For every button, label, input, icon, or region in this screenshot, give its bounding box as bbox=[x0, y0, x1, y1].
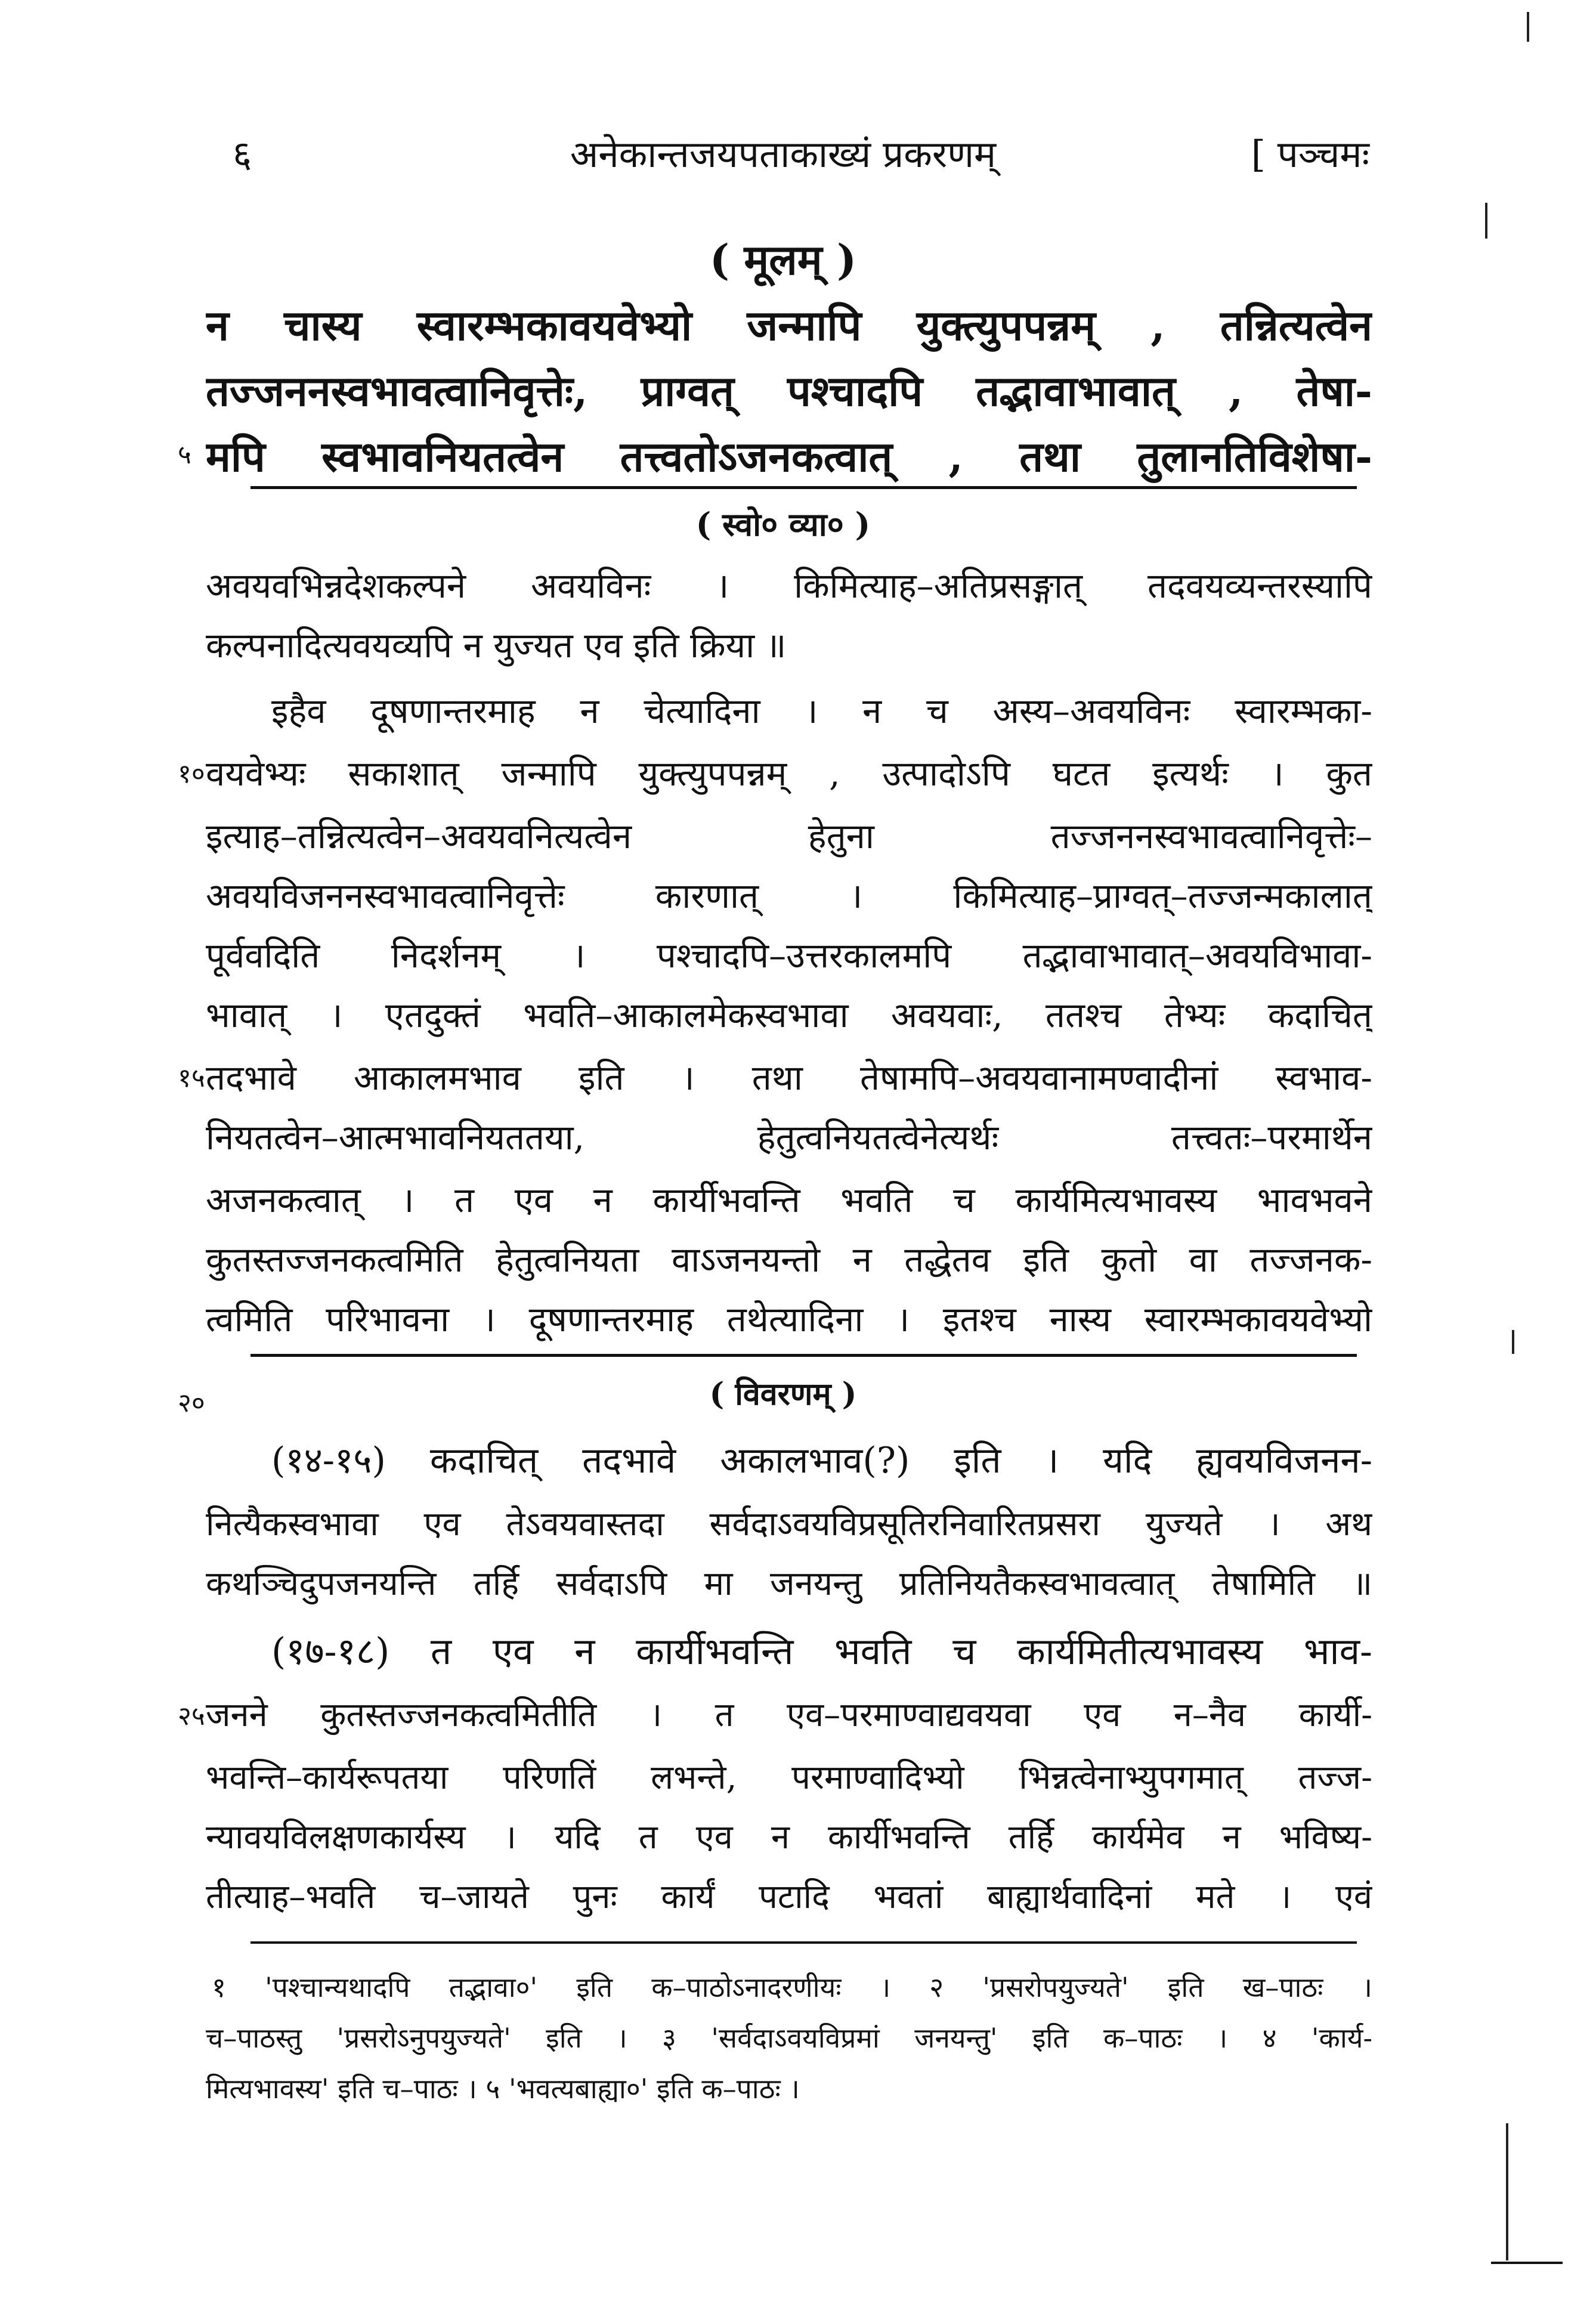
vivarana-line-4: (१७-१८) त एव न कार्यीभवन्ति भवति च कार्यमितीत्यभावस्य भाव- bbox=[271, 1629, 1372, 1673]
vivarana-line-3: कथञ्चिदुपजनयन्ति तर्हि सर्वदाऽपि मा जनयन्तु प्रतिनियतैकस्वभावत्वात् तेषामिति ॥ bbox=[206, 1564, 1372, 1603]
line-number-10: १० bbox=[178, 759, 205, 789]
vyakhya-line-8: भावात् । एतदुक्तं भवति–आकालमेकस्वभावा अवयवाः, ततश्च तेभ्यः कदाचित् bbox=[206, 995, 1372, 1035]
mula-line-1: न चास्य स्वारम्भकावयवेभ्यो जन्मापि युक्त्युपपन्नम् , तन्नित्यत्वेन bbox=[206, 301, 1372, 350]
mula-heading: ( मूलम् ) bbox=[709, 235, 857, 284]
running-title: अनेकान्तजयपताकाख्यं प्रकरणम् bbox=[570, 132, 997, 176]
scan-mark bbox=[1506, 2123, 1508, 2260]
vyakhya-line-3: इहैव दूषणान्तरमाह न चेत्यादिना । न च अस्य–अवयविनः स्वारम्भका- bbox=[271, 691, 1372, 731]
running-header bbox=[197, 122, 1369, 188]
vyakhya-rule bbox=[250, 1354, 1357, 1357]
vyakhya-line-1: अवयवभिन्नदेशकल्पने अवयविनः । किमित्याह–अतिप्रसङ्गात् तदवयव्यन्तरस्यापि bbox=[206, 565, 1372, 606]
footnote-line-2: च–पाठस्तु 'प्रसरोऽनुपयुज्यते' इति । ३ 'सर्वदाऽवयविप्रमां जनयन्तु' इति क–पाठः । ४ 'कार्य- bbox=[206, 2022, 1372, 2054]
vivarana-line-7: न्यावयविलक्षणकार्यस्य । यदि त एव न कार्यीभवन्ति तर्हि कार्यमेव न भविष्य- bbox=[206, 1818, 1372, 1857]
chapter-label: [ पञ्चमः bbox=[1251, 132, 1369, 176]
vyakhya-line-12: कुतस्तज्जनकत्वमिति हेतुत्वनियता वाऽजनयन्तो न तद्धेतव इति कुतो वा तज्जनक- bbox=[206, 1239, 1372, 1280]
mula-line-3: मपि स्वभावनियतत्वेन तत्त्वतोऽजनकत्वात् , तथा तुलानतिविशेषा- bbox=[206, 432, 1372, 481]
footnote-rule bbox=[250, 1941, 1357, 1944]
vivarana-line-6: भवन्ति–कार्यरूपतया परिणतिं लभन्ते, परमाण्वादिभ्यो भिन्नत्वेनाभ्युपगमात् तज्ज- bbox=[206, 1758, 1372, 1797]
vivarana-line-5: जनने कुतस्तज्जनकत्वमितीति । त एव–परमाण्वाद्यवयवा एव न–नैव कार्यी- bbox=[206, 1696, 1372, 1734]
mula-rule bbox=[250, 486, 1357, 489]
mula-line-2: तज्जननस्वभावत्वानिवृत्तेः, प्राग्वत् पश्चादपि तद्भावाभावात् , तेषा- bbox=[206, 366, 1372, 416]
vyakhya-line-9: तदभावे आकालमभाव इति । तथा तेषामपि–अवयवानामण्वादीनां स्वभाव- bbox=[206, 1057, 1372, 1098]
line-number-5: ५ bbox=[178, 440, 191, 470]
vyakhya-line-10: नियतत्वेन–आत्मभावनियततया, हेतुत्वनियतत्वेनेत्यर्थः तत्त्वतः–परमार्थेन bbox=[206, 1117, 1372, 1158]
line-number-20: २० bbox=[178, 1388, 205, 1418]
vyakhya-line-7: पूर्ववदिति निदर्शनम् । पश्चादपि–उत्तरकालमपि तद्भावाभावात्–अवयविभावा- bbox=[206, 935, 1372, 976]
scan-mark bbox=[1512, 1330, 1514, 1354]
page-number: ६ bbox=[233, 132, 252, 176]
vivarana-heading: ( विवरणम् ) bbox=[709, 1376, 857, 1412]
scan-mark bbox=[1491, 2262, 1563, 2264]
vyakhya-line-6: अवयविजननस्वभावत्वानिवृत्तेः कारणात् । किमित्याह–प्राग्वत्–तज्जन्मकालात् bbox=[206, 876, 1372, 916]
line-number-25: २५ bbox=[178, 1701, 205, 1731]
vyakhya-line-11: अजनकत्वात् । त एव न कार्यीभवन्ति भवति च कार्यमित्यभावस्य भावभवने bbox=[206, 1180, 1372, 1220]
vyakhya-line-4: वयवेभ्यः सकाशात् जन्मापि युक्त्युपपन्नम् , उत्पादोऽपि घटत इत्यर्थः । कुत bbox=[206, 753, 1372, 794]
vyakhya-line-2: कल्पनादित्यवयव्यपि न युज्यत एव इति क्रिया ॥ bbox=[206, 625, 787, 666]
vivarana-line-8: तीत्याह–भवति च–जायते पुनः कार्यं पटादि भवतां बाह्यार्थवादिनां मते । एवं bbox=[206, 1878, 1372, 1916]
vyakhya-heading: ( स्वो० व्या० ) bbox=[695, 505, 871, 543]
vivarana-line-1: (१४-१५) कदाचित् तदभावे अकालभाव(?) इति । यदि ह्यवयविजनन- bbox=[271, 1440, 1372, 1482]
vyakhya-line-5: इत्याह–तन्नित्यत्वेन–अवयवनित्यत्वेन हेतुना तज्जननस्वभावत्वानिवृत्तेः– bbox=[206, 816, 1372, 856]
scan-mark bbox=[1527, 12, 1529, 42]
line-number-15: १५ bbox=[178, 1063, 205, 1093]
vivarana-line-2: नित्यैकस्वभावा एव तेऽवयवास्तदा सर्वदाऽवयविप्रसूतिरनिवारितप्रसरा युज्यते । अथ bbox=[206, 1505, 1372, 1544]
footnote-line-1: १ 'पश्चान्यथादपि तद्भावा०' इति क–पाठोऽनादरणीयः । २ 'प्रसरोपयुज्यते' इति ख–पाठः । bbox=[212, 1971, 1372, 2003]
vyakhya-line-13: त्वमिति परिभावना । दूषणान्तरमाह तथेत्यादिना । इतश्च नास्य स्वारम्भकावयवेभ्यो bbox=[206, 1299, 1372, 1340]
scan-mark bbox=[1485, 203, 1487, 239]
footnote-line-3: मित्यभावस्य' इति च–पाठः । ५ 'भवत्यबाह्या०' इति क–पाठः । bbox=[206, 2073, 800, 2105]
